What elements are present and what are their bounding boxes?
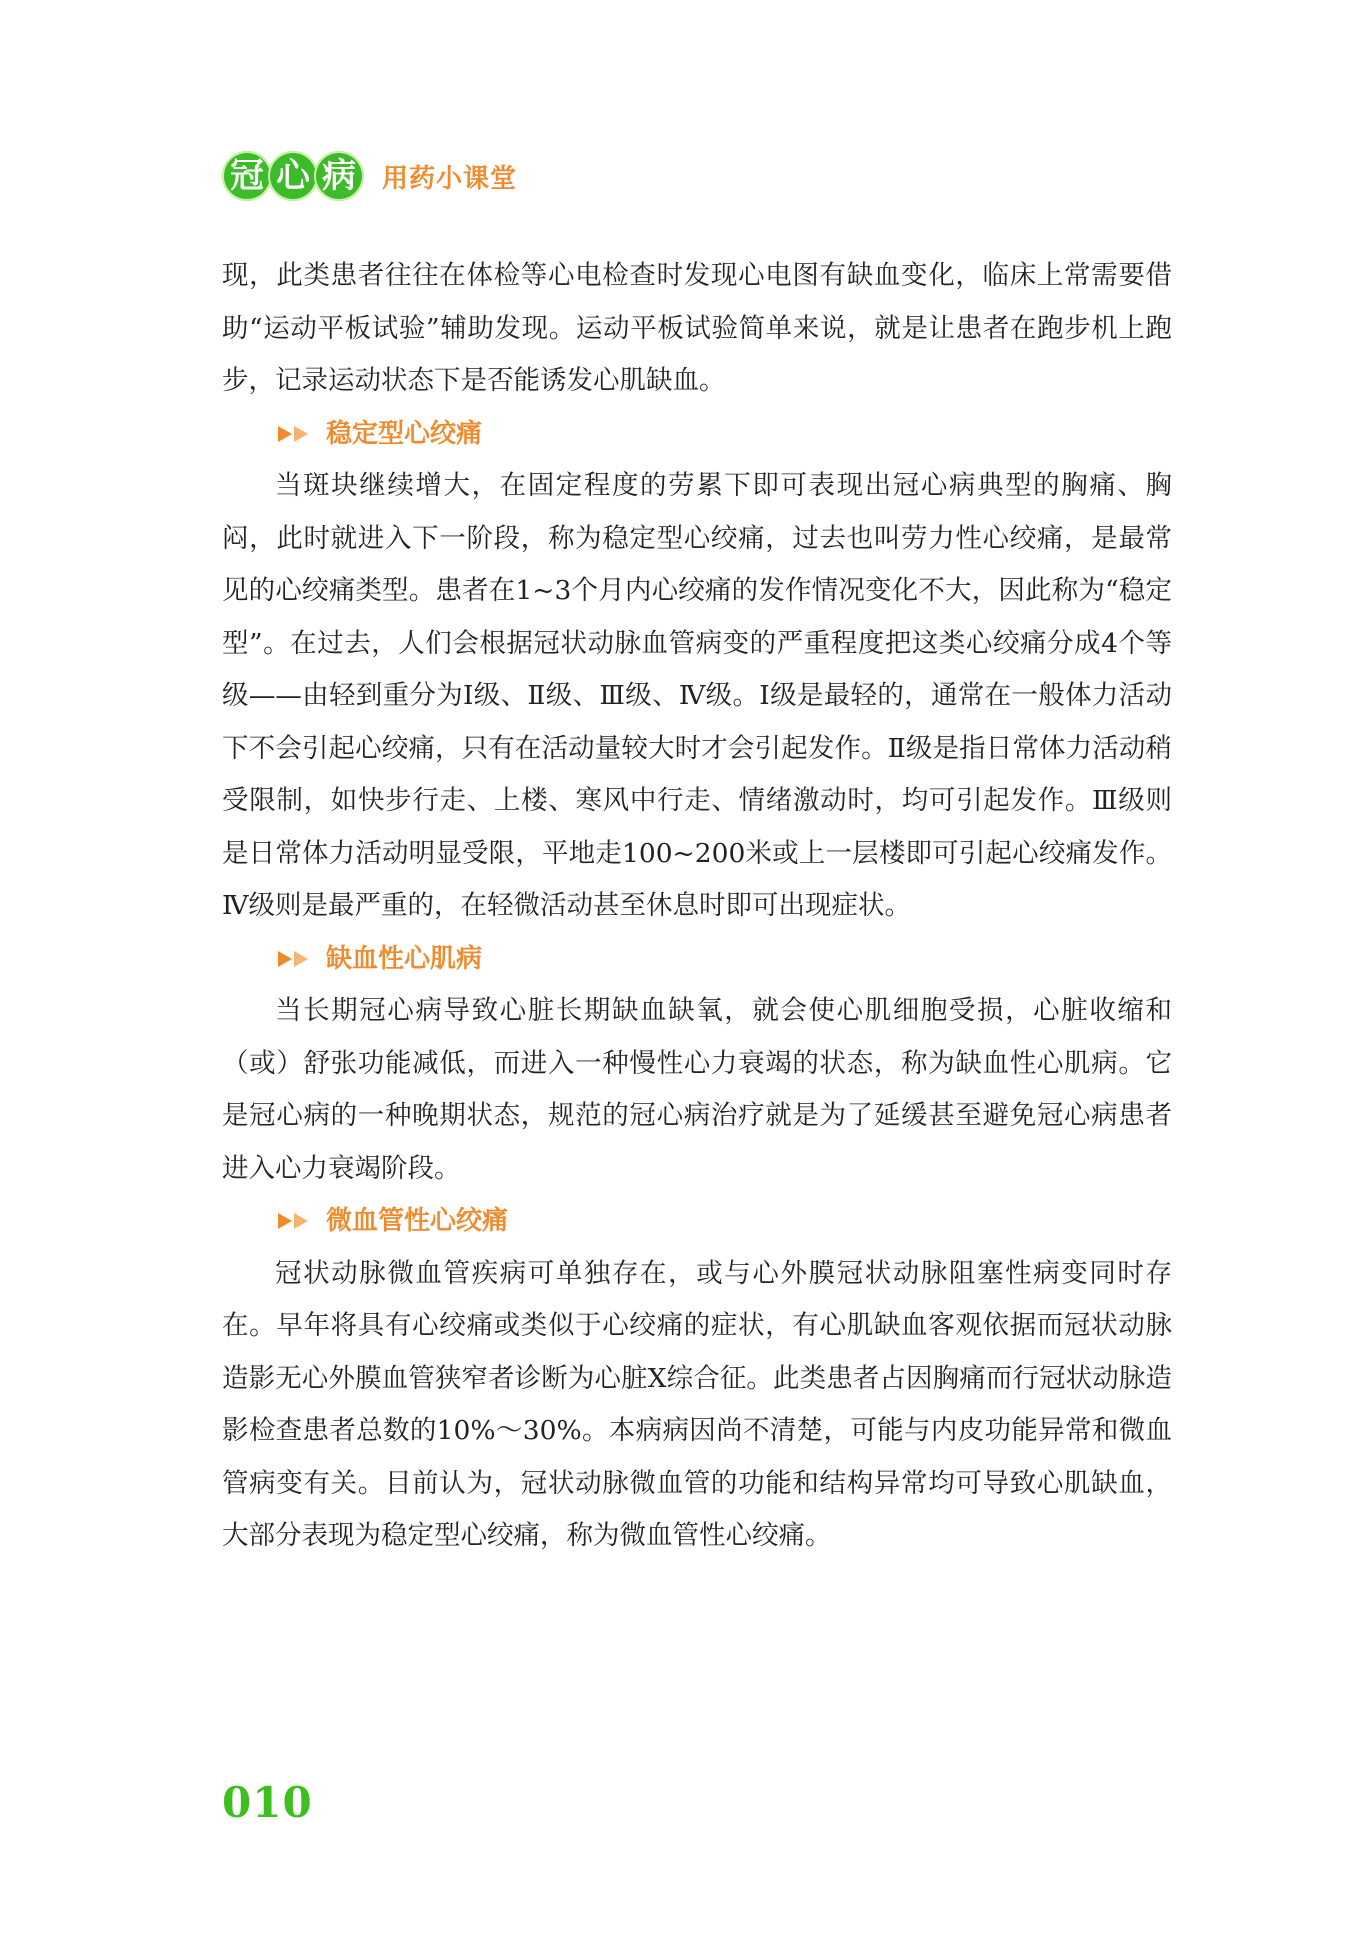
section-paragraph: 当斑块继续增大，在固定程度的劳累下即可表现出冠心病典型的胸痛、胸闷，此时就进入下一阶段，称为稳定型心绞痛，过去也叫劳力性心绞痛，是最常见的心绞痛类型。患者在1~3个月内心绞痛的发作情况变化不大，因此称为“稳定型”。在过去，人们会根据冠状动脉血管病变的严重程度把这类心绞痛分成4个等级——由轻到重分为Ⅰ级、Ⅱ级、Ⅲ级、Ⅳ级。Ⅰ级是最轻的，通常在一般体力活动下不会引起心绞痛，只有在活动量较大时才会引起发作。Ⅱ级是指日常体力活动稍受限制，如快步行走、上楼、寒风中行走、情绪激动时，均可引起发作。Ⅲ级则是日常体力活动明显受限，平地走100~200米或上一层楼即可引起心绞痛发作。Ⅳ级则是最严重的，在轻微活动甚至休息时即可出现症状。 xyxy=(222,470,1172,921)
double-arrow-icon xyxy=(278,426,310,442)
section-heading-text: 微血管性心绞痛 xyxy=(326,1206,509,1236)
page-body xyxy=(222,250,1172,1563)
page-number: 010 xyxy=(222,1778,313,1827)
double-arrow-icon xyxy=(278,951,310,967)
double-arrow-icon xyxy=(278,1213,310,1229)
section-heading-text: 缺血性心肌病 xyxy=(326,943,483,974)
section-heading-microvascular-angina xyxy=(222,1195,1172,1248)
section-heading-ischemic-cardiomyopathy xyxy=(222,933,1172,986)
section-heading-text: 稳定型心绞痛 xyxy=(326,418,483,449)
title-badge-3: 病 xyxy=(314,151,364,201)
section-paragraph: 当长期冠心病导致心脏长期缺血缺氧，就会使心肌细胞受损，心脏收缩和（或）舒张功能减低，而进入一种慢性心力衰竭的状态，称为缺血性心肌病。它是冠心病的一种晚期状态，规范的冠心病治疗就是为了延缓甚至避免冠心病患者进入心力衰竭阶段。 xyxy=(222,995,1172,1184)
title-badge-2: 心 xyxy=(268,151,318,201)
book-title-badges xyxy=(222,151,360,201)
section-heading-stable-angina xyxy=(222,408,1172,461)
book-subtitle: 用药小课堂 xyxy=(382,163,518,194)
title-badge-1: 冠 xyxy=(222,151,272,201)
section-paragraph: 冠状动脉微血管疾病可单独存在，或与心外膜冠状动脉阻塞性病变同时存在。早年将具有心绞痛或类似于心绞痛的症状，有心肌缺血客观依据而冠状动脉造影无心外膜血管狭窄者诊断为心脏X综合征。此类患者占因胸痛而行冠状动脉造影检查患者总数的10%～30%。本病病因尚不清楚，可能与内皮功能异常和微血管病变有关。目前认为，冠状动脉微血管的功能和结构异常均可导致心肌缺血，大部分表现为稳定型心绞痛，称为微血管性心绞痛。 xyxy=(222,1257,1172,1551)
running-header xyxy=(222,148,517,204)
intro-paragraph: 现，此类患者往往在体检等心电检查时发现心电图有缺血变化，临床上常需要借助“运动平板试验”辅助发现。运动平板试验简单来说，就是让患者在跑步机上跑步，记录运动状态下是否能诱发心肌缺血。 xyxy=(222,260,1172,396)
